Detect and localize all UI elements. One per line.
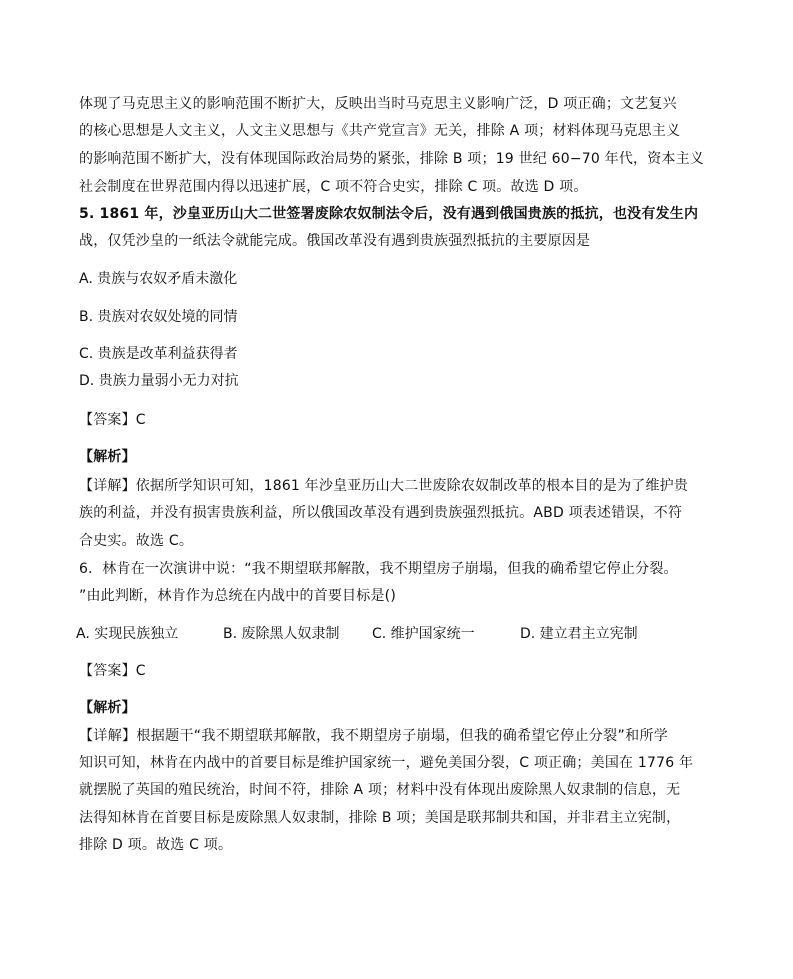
q6-analysis-heading: 【解析】 xyxy=(79,700,136,716)
q6-detail-line-2: 知识可知，林肯在内战中的首要目标是维护国家统一，避免美国分裂，C 项正确；美国在 1776 年 xyxy=(79,755,694,771)
q5-answer: 【答案】C xyxy=(79,412,146,428)
q6-answer: 【答案】C xyxy=(79,663,146,679)
q5-stem-line-2: 战，仅凭沙皇的一纸法令就能完成。俄国改革没有遇到贵族强烈抵抗的主要原因是 xyxy=(79,233,591,249)
q5-stem-line-1: 5. 1861 年，沙皇亚历山大二世签署废除农奴制法令后，没有遇到俄国贵族的抵抗，也没有发生内 xyxy=(79,206,699,222)
q6-detail-line-5: 排除 D 项。故选 C 项。 xyxy=(79,837,233,853)
prev-analysis-line-2: 的核心思想是人文主义，人文主义思想与《共产党宣言》无关，排除 A 项；材料体现马克思主义 xyxy=(79,123,681,139)
q6-detail-line-3: 就摆脱了英国的殖民统治，时间不符，排除 A 项；材料中没有体现出废除黑人奴隶制的信息，无 xyxy=(79,782,681,798)
q6-stem-line-2: ”由此判断，林肯作为总统在内战中的首要目标是() xyxy=(79,588,396,604)
q6-option-a: A. 实现民族独立 xyxy=(76,626,179,642)
q6-option-c: C. 维护国家统一 xyxy=(372,626,475,642)
q6-option-b: B. 废除黑人奴隶制 xyxy=(223,626,340,642)
prev-analysis-line-3: 的影响范围不断扩大，没有体现国际政治局势的紧张，排除 B 项；19 世纪 60−70 年代，资本主义 xyxy=(79,151,705,167)
q5-option-d: D. 贵族力量弱小无力对抗 xyxy=(79,373,239,389)
q5-option-c: C. 贵族是改革利益获得者 xyxy=(79,346,238,362)
q6-option-d: D. 建立君主立宪制 xyxy=(520,626,638,642)
prev-analysis-line-1: 体现了马克思主义的影响范围不断扩大，反映出当时马克思主义影响广泛，D 项正确；文艺复兴 xyxy=(79,96,677,112)
prev-analysis-line-4: 社会制度在世界范围内得以迅速扩展，C 项不符合史实，排除 C 项。故选 D 项。 xyxy=(79,179,588,195)
q5-option-b: B. 贵族对农奴处境的同情 xyxy=(79,309,238,325)
q6-detail-line-1: 【详解】根据题干“我不期望联邦解散，我不期望房子崩塌，但我的确希望它停止分裂”和所学 xyxy=(79,728,668,744)
q5-detail-line-1: 【详解】依据所学知识可知，1861 年沙皇亚历山大二世废除农奴制改革的根本目的是为了维护贵 xyxy=(79,478,689,494)
q5-option-a: A. 贵族与农奴矛盾未激化 xyxy=(79,271,238,287)
q5-analysis-heading: 【解析】 xyxy=(79,449,136,465)
q5-detail-line-2: 族的利益，并没有损害贵族利益，所以俄国改革没有遇到贵族强烈抵抗。ABD 项表述错误，不符 xyxy=(79,505,683,521)
q6-stem-line-1: 6．林肯在一次演讲中说：“我不期望联邦解散，我不期望房子崩塌，但我的确希望它停止分裂。 xyxy=(79,561,678,577)
q6-detail-line-4: 法得知林肯在首要目标是废除黑人奴隶制，排除 B 项；美国是联邦制共和国，并非君主立宪制， xyxy=(79,810,681,826)
q5-detail-line-3: 合史实。故选 C。 xyxy=(79,533,194,549)
